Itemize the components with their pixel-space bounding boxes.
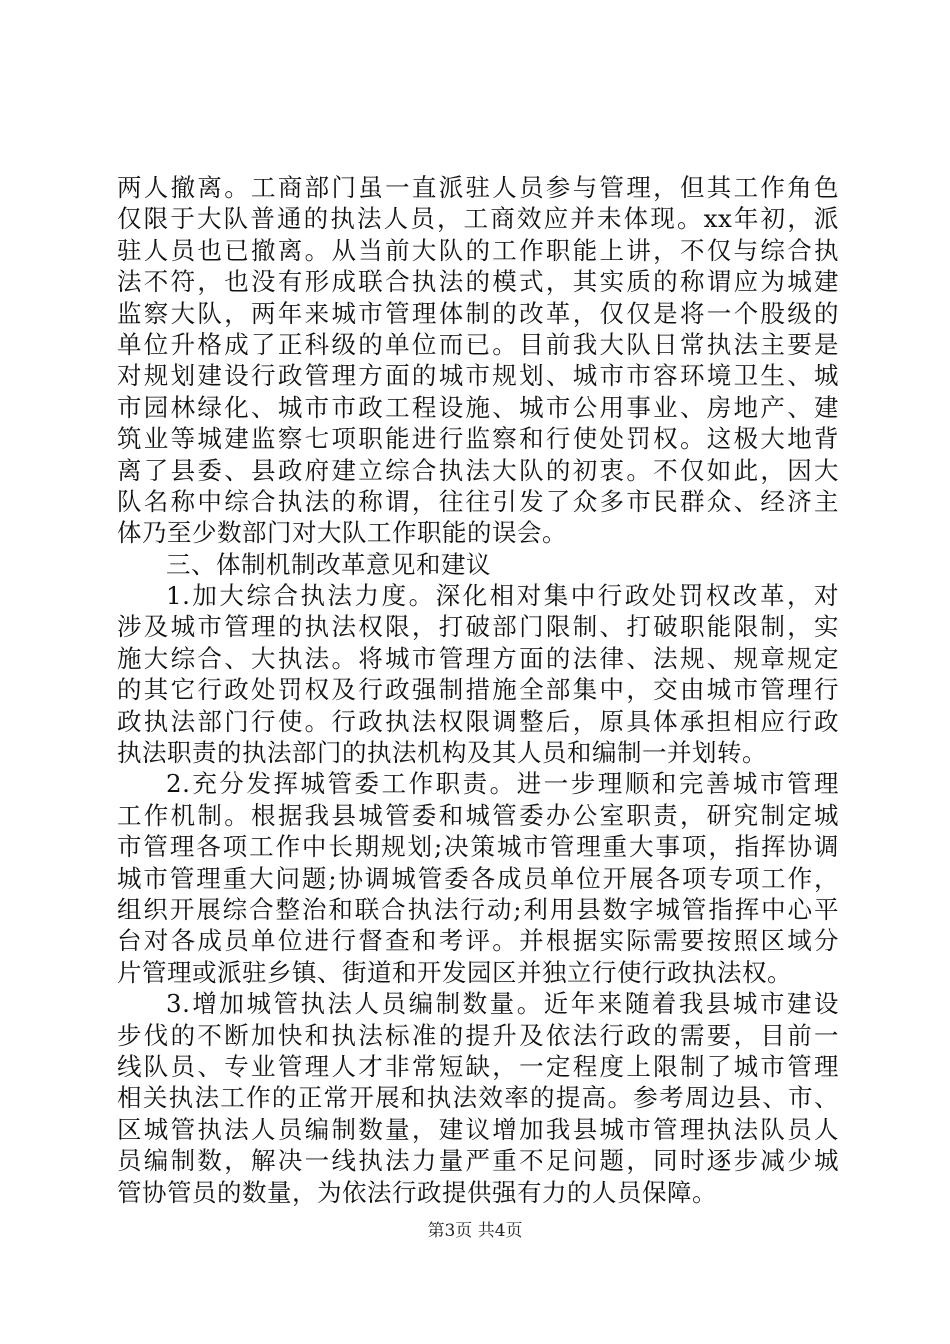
page-number: 第3页 共4页 [427, 1221, 523, 1241]
text-line: 员编制数，解决一线执法力量严重不足问题，同时逐步减少城 [117, 1146, 839, 1176]
text-line: 队名称中综合执法的称谓，往往引发了众多市民群众、经济主 [117, 486, 839, 516]
page-footer [0, 1220, 950, 1242]
text-line: 监察大队，两年来城市管理体制的改革，仅仅是将一个股级的 [117, 298, 839, 328]
text-line: 驻人员也已撤离。从当前大队的工作职能上讲，不仅与综合执 [117, 235, 839, 265]
text-line: 1.加大综合执法力度。深化相对集中行政处罚权改革，对 [166, 581, 839, 611]
text-line: 对规划建设行政管理方面的城市规划、城市市容环境卫生、城 [117, 361, 839, 391]
text-line: 施大综合、大执法。将城市管理方面的法律、法规、规章规定 [117, 643, 839, 673]
section-heading: 三、体制机制改革意见和建议 [166, 549, 491, 579]
text-line: 两人撤离。工商部门虽一直派驻人员参与管理，但其工作角色 [117, 173, 839, 202]
text-line: 市园林绿化、城市市政工程设施、城市公用事业、房地产、建 [117, 392, 839, 422]
text-line: 单位升格成了正科级的单位而已。目前我大队日常执法主要是 [117, 329, 839, 359]
text-line: 仅限于大队普通的执法人员，工商效应并未体现。xx年初，派 [117, 204, 839, 234]
text-line: 的其它行政处罚权及行政强制措施全部集中，交由城市管理行 [117, 675, 839, 705]
text-line: 线队员、专业管理人才非常短缺，一定程度上限制了城市管理 [117, 1051, 839, 1081]
text-line: 体乃至少数部门对大队工作职能的误会。 [117, 518, 567, 548]
text-line: 2.充分发挥城管委工作职责。进一步理顺和完善城市管理 [166, 769, 839, 799]
text-line: 区城管执法人员编制数量，建议增加我县城市管理执法队员人 [117, 1114, 839, 1144]
text-line: 涉及城市管理的执法权限，打破部门限制、打破职能限制，实 [117, 612, 839, 642]
document-body [117, 172, 839, 1208]
text-line: 台对各成员单位进行督查和考评。并根据实际需要按照区域分 [117, 926, 839, 956]
text-line: 片管理或派驻乡镇、街道和开发园区并独立行使行政执法权。 [117, 957, 792, 987]
text-line: 市管理各项工作中长期规划;决策城市管理重大事项，指挥协调 [117, 832, 839, 862]
text-line: 组织开展综合整治和联合执法行动;利用县数字城管指挥中心平 [117, 894, 839, 924]
text-line: 相关执法工作的正常开展和执法效率的提高。参考周边县、市、 [117, 1083, 839, 1113]
text-line: 3.增加城管执法人员编制数量。近年来随着我县城市建设 [166, 989, 839, 1019]
text-line: 筑业等城建监察七项职能进行监察和行使处罚权。这极大地背 [117, 424, 839, 454]
text-line: 执法职责的执法部门的执法机构及其人员和编制一并划转。 [117, 738, 767, 768]
text-line: 离了县委、县政府建立综合执法大队的初衷。不仅如此，因大 [117, 455, 839, 485]
text-line: 城市管理重大问题;协调城管委各成员单位开展各项专项工作， [117, 863, 839, 893]
text-line: 步伐的不断加快和执法标准的提升及依法行政的需要，目前一 [117, 1020, 839, 1050]
text-line: 法不符，也没有形成联合执法的模式，其实质的称谓应为城建 [117, 267, 839, 297]
text-line: 管协管员的数量，为依法行政提供强有力的人员保障。 [117, 1177, 717, 1207]
text-line: 政执法部门行使。行政执法权限调整后，原具体承担相应行政 [117, 706, 839, 736]
text-line: 工作机制。根据我县城管委和城管委办公室职责，研究制定城 [117, 800, 839, 830]
